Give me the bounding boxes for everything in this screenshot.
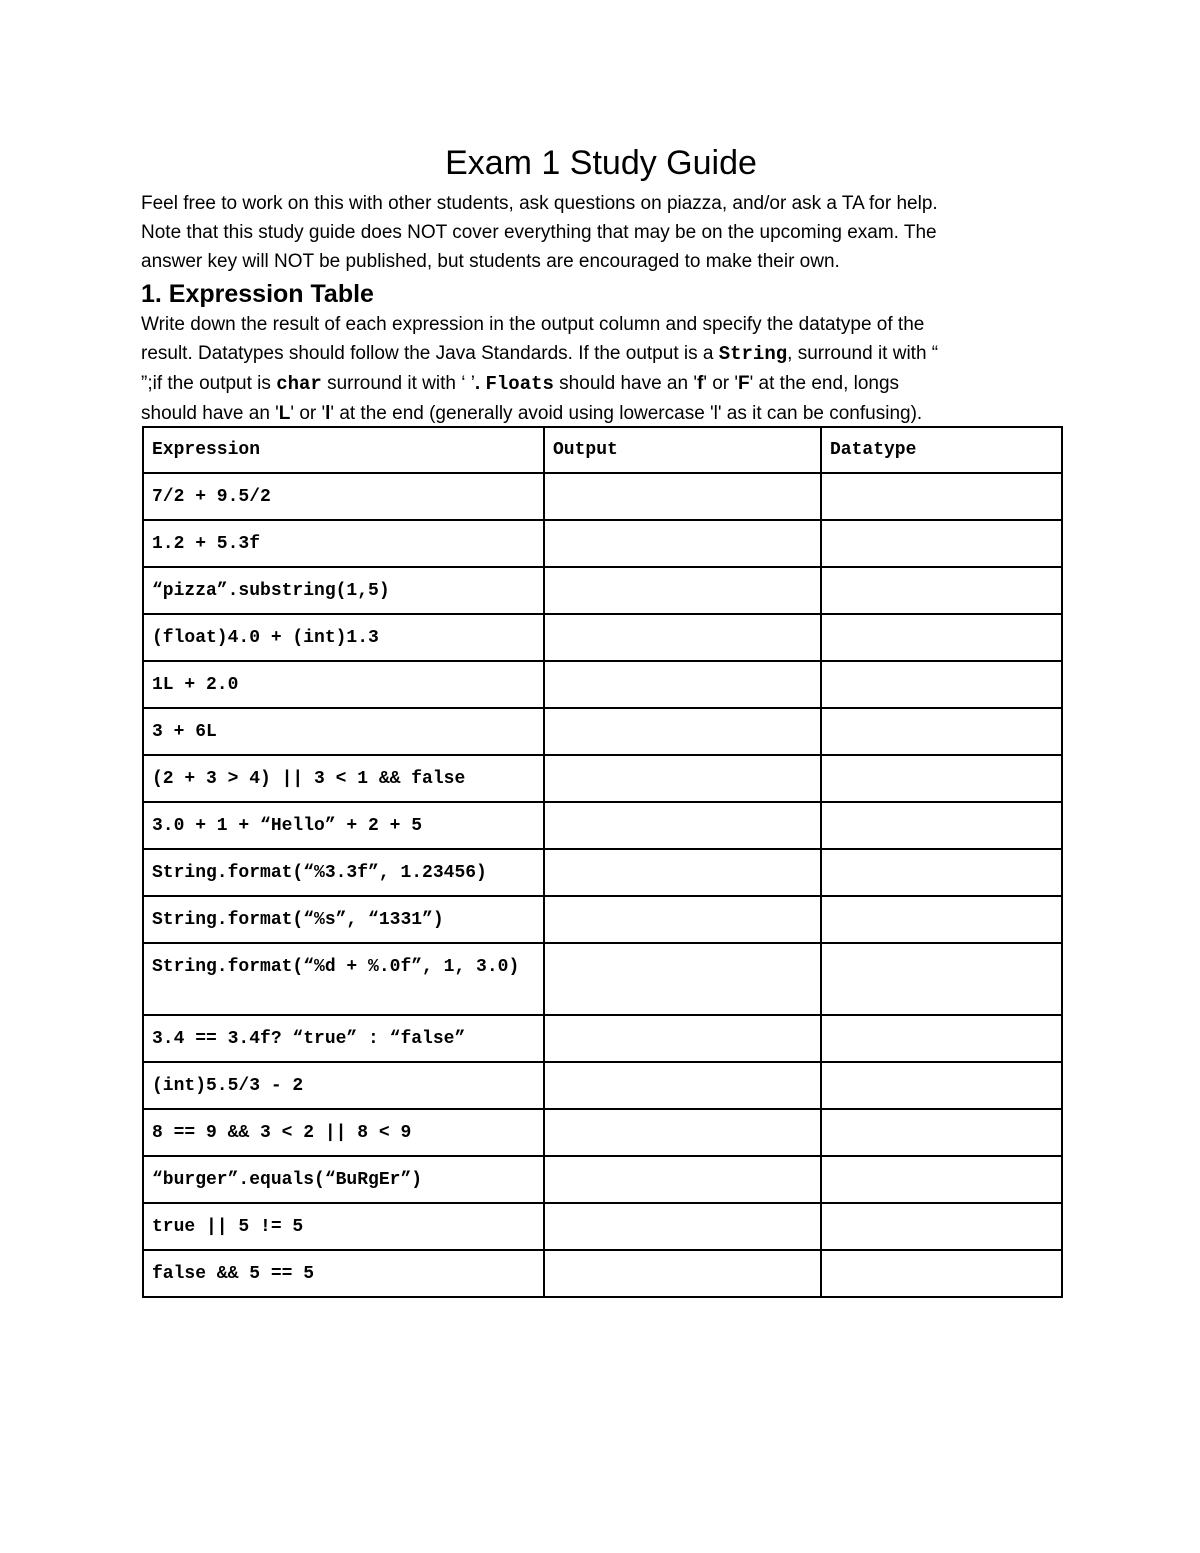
instructions-paragraph: Write down the result of each expression in the output column and specify the datatype of the result. Datatypes should follow the Java Standards. If the output is a String, surround it with “ ”;if the output is char surround it with ‘ ’. Floats should have an 'f' or 'F' at the end, longs should have an 'L' or 'l' at the end (generally avoid using lowercase 'l' as it can be confusing). — [141, 314, 939, 424]
datatype-cell[interactable] — [821, 943, 1062, 1015]
floats-keyword: Floats — [485, 373, 554, 395]
expression-cell: 1.2 + 5.3f — [143, 520, 544, 567]
table-row — [143, 755, 1062, 802]
expression-cell: 8 == 9 && 3 < 2 || 8 < 9 — [143, 1109, 544, 1156]
expression-cell: (float)4.0 + (int)1.3 — [143, 614, 544, 661]
expression-cell: “pizza”.substring(1,5) — [143, 567, 544, 614]
output-cell[interactable] — [544, 1062, 821, 1109]
page-title: Exam 1 Study Guide — [445, 144, 757, 182]
intro-line-1: Feel free to work on this with other students, ask questions on piazza, and/or ask a TA for help. — [141, 193, 938, 214]
datatype-cell[interactable] — [821, 1062, 1062, 1109]
datatype-cell[interactable] — [821, 708, 1062, 755]
table-row — [143, 708, 1062, 755]
datatype-cell[interactable] — [821, 1156, 1062, 1203]
expression-cell: String.format(“%s”, “1331”) — [143, 896, 544, 943]
datatype-cell[interactable] — [821, 473, 1062, 520]
table-row — [143, 1109, 1062, 1156]
table-row — [143, 1250, 1062, 1297]
datatype-cell[interactable] — [821, 896, 1062, 943]
header-datatype: Datatype — [821, 427, 1062, 473]
table-row — [143, 520, 1062, 567]
table-row — [143, 802, 1062, 849]
table-row — [143, 1203, 1062, 1250]
instructions-line-1: Write down the result of each expression in the output column and specify the datatype of the — [141, 314, 925, 335]
output-cell[interactable] — [544, 473, 821, 520]
table-row — [143, 1015, 1062, 1062]
header-output: Output — [544, 427, 821, 473]
expression-table — [142, 426, 1063, 1298]
expression-cell: “burger”.equals(“BuRgEr”) — [143, 1156, 544, 1203]
output-cell[interactable] — [544, 1156, 821, 1203]
table-header-row — [143, 427, 1062, 473]
table-row — [143, 849, 1062, 896]
expression-cell: String.format(“%d + %.0f”, 1, 3.0) — [143, 943, 544, 1015]
datatype-cell[interactable] — [821, 1203, 1062, 1250]
datatype-cell[interactable] — [821, 755, 1062, 802]
intro-line-3: answer key will NOT be published, but students are encouraged to make their own. — [141, 251, 840, 272]
output-cell[interactable] — [544, 896, 821, 943]
output-cell[interactable] — [544, 802, 821, 849]
datatype-cell[interactable] — [821, 849, 1062, 896]
output-cell[interactable] — [544, 755, 821, 802]
section-heading: 1. Expression Table — [141, 280, 374, 308]
intro-line-2: Note that this study guide does NOT cover everything that may be on the upcoming exam. The — [141, 222, 937, 243]
expression-cell: 3.0 + 1 + “Hello” + 2 + 5 — [143, 802, 544, 849]
expression-cell: (int)5.5/3 - 2 — [143, 1062, 544, 1109]
string-keyword: String — [718, 343, 788, 365]
datatype-cell[interactable] — [821, 1109, 1062, 1156]
output-cell[interactable] — [544, 567, 821, 614]
expression-cell: 3.4 == 3.4f? “true” : “false” — [143, 1015, 544, 1062]
document-page — [141, 140, 1061, 428]
intro-paragraph — [141, 189, 1061, 276]
output-cell[interactable] — [544, 614, 821, 661]
expression-cell: false && 5 == 5 — [143, 1250, 544, 1297]
table-row — [143, 661, 1062, 708]
output-cell[interactable] — [544, 661, 821, 708]
output-cell[interactable] — [544, 849, 821, 896]
output-cell[interactable] — [544, 1015, 821, 1062]
output-cell[interactable] — [544, 943, 821, 1015]
expression-cell: (2 + 3 > 4) || 3 < 1 && false — [143, 755, 544, 802]
datatype-cell[interactable] — [821, 802, 1062, 849]
expression-cell: 7/2 + 9.5/2 — [143, 473, 544, 520]
datatype-cell[interactable] — [821, 567, 1062, 614]
header-expression: Expression — [143, 427, 544, 473]
table-row — [143, 473, 1062, 520]
table-row — [143, 614, 1062, 661]
expression-cell: true || 5 != 5 — [143, 1203, 544, 1250]
output-cell[interactable] — [544, 1203, 821, 1250]
expression-cell: String.format(“%3.3f”, 1.23456) — [143, 849, 544, 896]
output-cell[interactable] — [544, 1109, 821, 1156]
table-row — [143, 943, 1062, 1015]
expression-cell: 3 + 6L — [143, 708, 544, 755]
datatype-cell[interactable] — [821, 1250, 1062, 1297]
datatype-cell[interactable] — [821, 520, 1062, 567]
table-row — [143, 567, 1062, 614]
table-row — [143, 1062, 1062, 1109]
output-cell[interactable] — [544, 708, 821, 755]
expression-cell: 1L + 2.0 — [143, 661, 544, 708]
output-cell[interactable] — [544, 1250, 821, 1297]
table-row — [143, 896, 1062, 943]
datatype-cell[interactable] — [821, 614, 1062, 661]
datatype-cell[interactable] — [821, 1015, 1062, 1062]
datatype-cell[interactable] — [821, 661, 1062, 708]
output-cell[interactable] — [544, 520, 821, 567]
char-keyword: char — [276, 373, 322, 395]
table-row — [143, 1156, 1062, 1203]
